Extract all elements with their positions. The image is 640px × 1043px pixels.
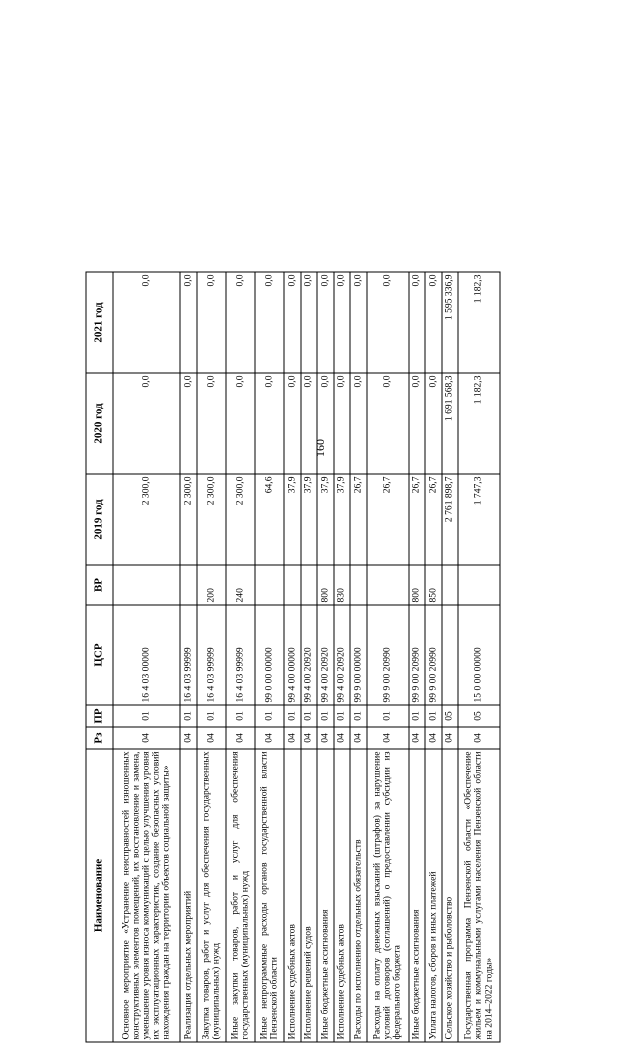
row-rz: 04 bbox=[350, 727, 366, 749]
row-vr bbox=[284, 565, 300, 605]
col-header-csr: ЦСР bbox=[86, 605, 113, 705]
row-name: Исполнение судебных актов bbox=[284, 749, 300, 1042]
row-name: Государственная программа Пензенской области «Обеспечение жильем и коммунальными услугами населения Пензенской области на 2014–2022 годы» bbox=[458, 749, 500, 1042]
row-2020: 0,0 bbox=[113, 373, 180, 474]
row-rz: 04 bbox=[197, 727, 226, 749]
row-pr: 01 bbox=[367, 705, 409, 727]
table-row bbox=[350, 272, 366, 1042]
row-2020: 0,0 bbox=[409, 373, 425, 474]
row-name: Исполнение судебных актов bbox=[334, 749, 350, 1042]
row-csr: 16 4 03 99999 bbox=[197, 605, 226, 705]
row-rz: 04 bbox=[458, 727, 500, 749]
row-name: Исполнение решений судов bbox=[301, 749, 317, 1042]
table-row bbox=[301, 272, 317, 1042]
row-pr: 01 bbox=[284, 705, 300, 727]
row-2021: 0,0 bbox=[180, 272, 196, 373]
row-csr: 99 9 00 00000 bbox=[350, 605, 366, 705]
page-number: 160 bbox=[313, 439, 327, 457]
row-name: Иные закупки товаров, работ и услуг для обеспечения государственных (муниципальных) нужд bbox=[226, 749, 255, 1042]
row-vr bbox=[367, 565, 409, 605]
row-2019: 1 747,3 bbox=[458, 474, 500, 565]
row-2020: 0,0 bbox=[367, 373, 409, 474]
row-2020: 0,0 bbox=[226, 373, 255, 474]
row-2021: 0,0 bbox=[334, 272, 350, 373]
row-2020: 0,0 bbox=[284, 373, 300, 474]
row-rz: 04 bbox=[113, 727, 180, 749]
row-name: Закупка товаров, работ и услуг для обеспечения государственных (муниципальных) нужд bbox=[197, 749, 226, 1042]
row-pr: 01 bbox=[255, 705, 284, 727]
row-2020: 0,0 bbox=[334, 373, 350, 474]
col-header-2019: 2019 год bbox=[86, 474, 113, 565]
table-row bbox=[409, 272, 425, 1042]
table-row bbox=[180, 272, 196, 1042]
row-2021: 1 182,3 bbox=[458, 272, 500, 373]
row-name: Реализация отдельных мероприятий bbox=[180, 749, 196, 1042]
row-csr: 99 0 00 00000 bbox=[255, 605, 284, 705]
table-row bbox=[367, 272, 409, 1042]
table-row bbox=[334, 272, 350, 1042]
row-name: Иные бюджетные ассигнования bbox=[409, 749, 425, 1042]
row-2019: 37,9 bbox=[284, 474, 300, 565]
row-2021: 0,0 bbox=[317, 272, 333, 373]
row-rz: 04 bbox=[226, 727, 255, 749]
row-csr: 99 9 00 20990 bbox=[409, 605, 425, 705]
table-row bbox=[425, 272, 441, 1042]
row-2021: 0,0 bbox=[301, 272, 317, 373]
row-2020: 0,0 bbox=[255, 373, 284, 474]
row-pr: 01 bbox=[350, 705, 366, 727]
row-2021: 0,0 bbox=[226, 272, 255, 373]
row-2020: 1 182,3 bbox=[458, 373, 500, 474]
row-rz: 04 bbox=[255, 727, 284, 749]
row-csr: 99 4 00 00000 bbox=[284, 605, 300, 705]
rotated-table-container bbox=[86, 273, 501, 1043]
row-name: Расходы по исполнению отдельных обязательств bbox=[350, 749, 366, 1042]
row-pr: 05 bbox=[442, 705, 458, 727]
col-header-rz: Рз bbox=[86, 727, 113, 749]
col-header-2020: 2020 год bbox=[86, 373, 113, 474]
row-2019: 26,7 bbox=[367, 474, 409, 565]
row-vr: 830 bbox=[334, 565, 350, 605]
row-2020: 0,0 bbox=[317, 373, 333, 474]
row-csr: 16 4 03 00000 bbox=[113, 605, 180, 705]
col-header-name: Наименование bbox=[86, 749, 113, 1042]
table-row bbox=[197, 272, 226, 1042]
row-csr: 99 4 00 20920 bbox=[317, 605, 333, 705]
row-name: Основное мероприятие «Устранение неисправностей изношенных конструктивных элементов помещений, их восстановление и замена, уменьшение уровня износа коммуникаций с целью улучшения уровня их эксплуатационных характеристик, создание безопасных условий нахождения граждан на территории объектов социальной защиты» bbox=[113, 749, 180, 1042]
row-2019: 26,7 bbox=[425, 474, 441, 565]
row-2020: 0,0 bbox=[197, 373, 226, 474]
budget-table bbox=[86, 272, 501, 1043]
table-row bbox=[226, 272, 255, 1042]
table-row bbox=[255, 272, 284, 1042]
row-rz: 04 bbox=[334, 727, 350, 749]
table-row bbox=[284, 272, 300, 1042]
row-2020: 0,0 bbox=[180, 373, 196, 474]
row-2019: 2 300,0 bbox=[197, 474, 226, 565]
row-pr: 01 bbox=[301, 705, 317, 727]
row-vr: 800 bbox=[409, 565, 425, 605]
row-vr: 200 bbox=[197, 565, 226, 605]
table-body bbox=[113, 272, 500, 1042]
row-pr: 01 bbox=[425, 705, 441, 727]
row-2019: 26,7 bbox=[350, 474, 366, 565]
row-vr bbox=[113, 565, 180, 605]
row-2021: 0,0 bbox=[255, 272, 284, 373]
row-rz: 04 bbox=[442, 727, 458, 749]
row-pr: 01 bbox=[226, 705, 255, 727]
table-row bbox=[458, 272, 500, 1042]
row-csr: 99 9 00 20990 bbox=[367, 605, 409, 705]
row-csr: 16 4 03 99999 bbox=[180, 605, 196, 705]
row-csr: 15 0 00 00000 bbox=[458, 605, 500, 705]
row-2019: 37,9 bbox=[334, 474, 350, 565]
row-pr: 01 bbox=[180, 705, 196, 727]
row-2021: 0,0 bbox=[197, 272, 226, 373]
table-row bbox=[317, 272, 333, 1042]
row-2019: 26,7 bbox=[409, 474, 425, 565]
row-csr: 99 4 00 20920 bbox=[301, 605, 317, 705]
row-csr bbox=[442, 605, 458, 705]
row-2021: 0,0 bbox=[409, 272, 425, 373]
row-2019: 37,9 bbox=[301, 474, 317, 565]
row-rz: 04 bbox=[317, 727, 333, 749]
row-rz: 04 bbox=[409, 727, 425, 749]
row-vr bbox=[442, 565, 458, 605]
header-row bbox=[86, 272, 113, 1042]
row-name: Иные бюджетные ассигнования bbox=[317, 749, 333, 1042]
table-row bbox=[113, 272, 180, 1042]
row-2021: 0,0 bbox=[367, 272, 409, 373]
col-header-pr: ПР bbox=[86, 705, 113, 727]
row-pr: 01 bbox=[334, 705, 350, 727]
row-2021: 1 595 336,9 bbox=[442, 272, 458, 373]
row-vr bbox=[255, 565, 284, 605]
row-2019: 64,6 bbox=[255, 474, 284, 565]
row-rz: 04 bbox=[367, 727, 409, 749]
row-pr: 01 bbox=[113, 705, 180, 727]
row-2019: 2 300,0 bbox=[113, 474, 180, 565]
row-2020: 1 691 568,3 bbox=[442, 373, 458, 474]
row-csr: 16 4 03 99999 bbox=[226, 605, 255, 705]
row-rz: 04 bbox=[180, 727, 196, 749]
row-2021: 0,0 bbox=[425, 272, 441, 373]
row-vr: 240 bbox=[226, 565, 255, 605]
col-header-2021: 2021 год bbox=[86, 272, 113, 373]
row-rz: 04 bbox=[284, 727, 300, 749]
row-name: Уплата налогов, сборов и иных платежей bbox=[425, 749, 441, 1042]
row-pr: 01 bbox=[317, 705, 333, 727]
row-vr bbox=[301, 565, 317, 605]
row-2021: 0,0 bbox=[284, 272, 300, 373]
row-name: Расходы на оплату денежных взысканий (штрафов) за нарушение условий договоров (соглашений) о предоставлении субсидии из федерального бюджета bbox=[367, 749, 409, 1042]
row-pr: 01 bbox=[409, 705, 425, 727]
row-csr: 99 9 00 20990 bbox=[425, 605, 441, 705]
row-pr: 05 bbox=[458, 705, 500, 727]
row-name: Сельское хозяйство и рыболовство bbox=[442, 749, 458, 1042]
row-csr: 99 4 00 20920 bbox=[334, 605, 350, 705]
row-vr: 850 bbox=[425, 565, 441, 605]
row-2019: 2 300,0 bbox=[180, 474, 196, 565]
row-name: Иные непрограммные расходы органов государственной власти Пензенской области bbox=[255, 749, 284, 1042]
col-header-vr: ВР bbox=[86, 565, 113, 605]
row-2020: 0,0 bbox=[425, 373, 441, 474]
row-2020: 0,0 bbox=[350, 373, 366, 474]
row-rz: 04 bbox=[301, 727, 317, 749]
table-row bbox=[442, 272, 458, 1042]
row-2020: 0,0 bbox=[301, 373, 317, 474]
row-vr bbox=[458, 565, 500, 605]
row-2021: 0,0 bbox=[113, 272, 180, 373]
row-2021: 0,0 bbox=[350, 272, 366, 373]
row-2019: 37,9 bbox=[317, 474, 333, 565]
row-vr: 800 bbox=[317, 565, 333, 605]
row-vr bbox=[350, 565, 366, 605]
row-rz: 04 bbox=[425, 727, 441, 749]
row-2019: 2 300,0 bbox=[226, 474, 255, 565]
row-2019: 2 761 898,7 bbox=[442, 474, 458, 565]
row-pr: 01 bbox=[197, 705, 226, 727]
row-vr bbox=[180, 565, 196, 605]
